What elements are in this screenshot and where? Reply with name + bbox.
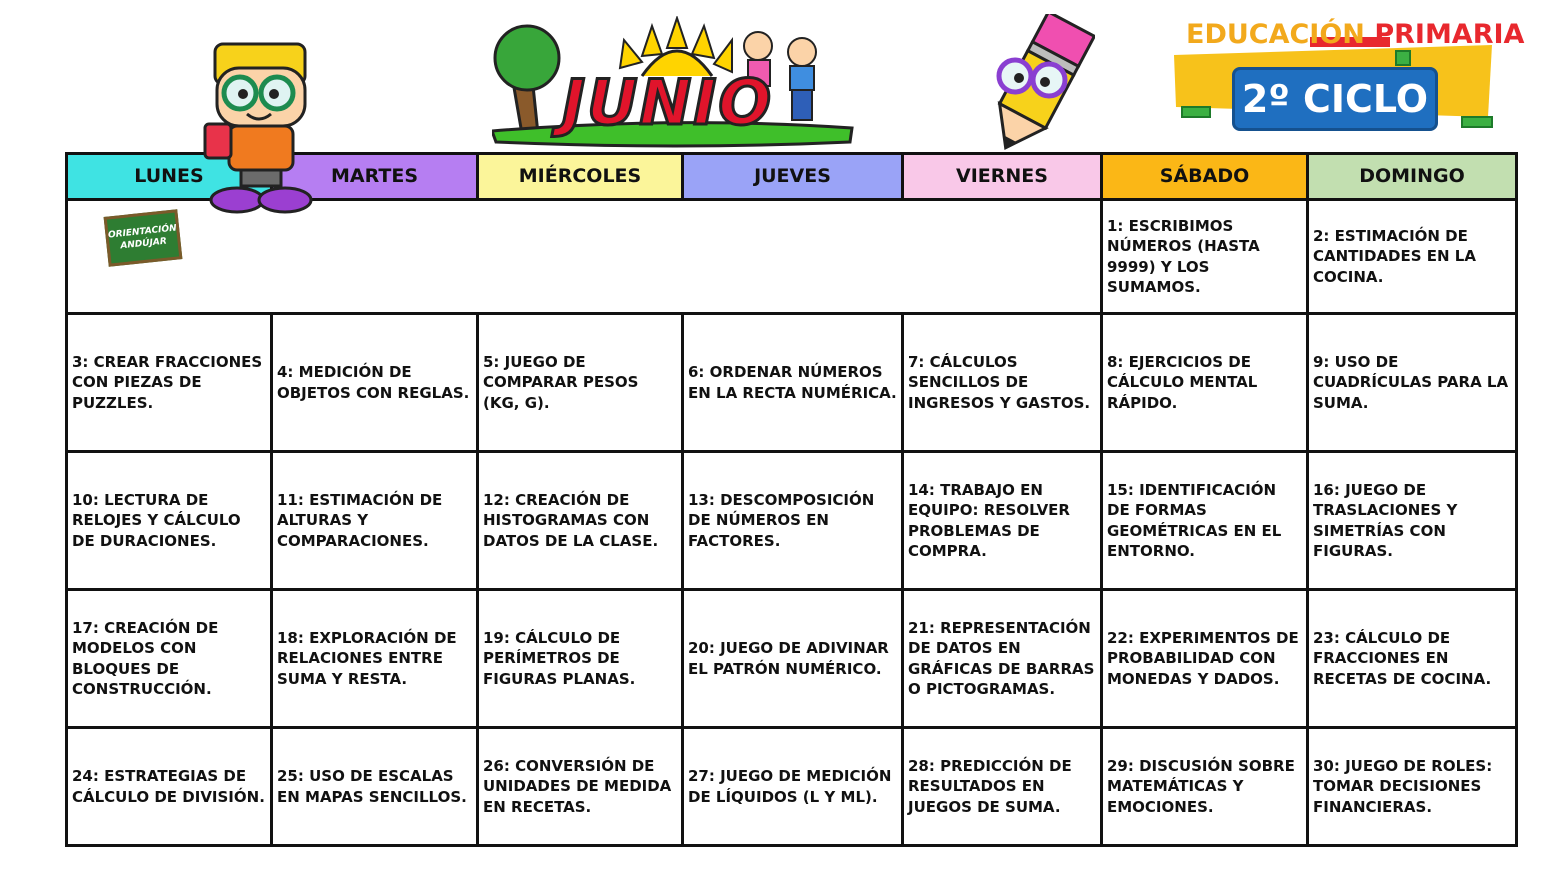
day-cell-1: 1: ESCRIBIMOS NÚMEROS (HASTA 9999) Y LOS SUMAMOS. <box>1103 201 1309 315</box>
day-cell-13: 13: DESCOMPOSICIÓN DE NÚMEROS EN FACTORES. <box>684 453 904 591</box>
day-cell-5: 5: JUEGO DE COMPARAR PESOS (KG, G). <box>479 315 684 453</box>
day-cell-22: 22: EXPERIMENTOS DE PROBABILIDAD CON MONEDAS Y DADOS. <box>1103 591 1309 729</box>
day-cell-21: 21: REPRESENTACIÓN DE DATOS EN GRÁFICAS DE BARRAS O PICTOGRAMAS. <box>904 591 1103 729</box>
day-header-sabado: SÁBADO <box>1103 155 1309 201</box>
day-cell-9: 9: USO DE CUADRÍCULAS PARA LA SUMA. <box>1309 315 1515 453</box>
day-header-jueves: JUEVES <box>684 155 904 201</box>
day-cell-11: 11: ESTIMACIÓN DE ALTURAS Y COMPARACIONES. <box>273 453 479 591</box>
logo-title-primaria: PRIMARIA <box>1374 19 1525 50</box>
logo-title <box>1186 19 1524 50</box>
day-header-domingo: DOMINGO <box>1309 155 1515 201</box>
day-cell-12: 12: CREACIÓN DE HISTOGRAMAS CON DATOS DE LA CLASE. <box>479 453 684 591</box>
day-header-lunes: LUNES <box>68 155 273 201</box>
page-header <box>0 0 1557 152</box>
badge-line-2: ANDÚJAR <box>119 236 168 252</box>
day-cell-10: 10: LECTURA DE RELOJES Y CÁLCULO DE DURACIONES. <box>68 453 273 591</box>
orientacion-andujar-badge <box>104 209 183 266</box>
day-header-miercoles: MIÉRCOLES <box>479 155 684 201</box>
day-cell-24: 24: ESTRATEGIAS DE CÁLCULO DE DIVISIÓN. <box>68 729 273 844</box>
day-header-viernes: VIERNES <box>904 155 1103 201</box>
junio-title-art <box>492 16 862 148</box>
day-header-martes: MARTES <box>273 155 479 201</box>
boy-with-glasses-illustration <box>195 38 335 218</box>
educacion-primaria-logo <box>1170 15 1525 140</box>
day-cell-20: 20: JUEGO DE ADIVINAR EL PATRÓN NUMÉRICO. <box>684 591 904 729</box>
day-cell-25: 25: USO DE ESCALAS EN MAPAS SENCILLOS. <box>273 729 479 844</box>
badge-line-1: ORIENTACIÓN <box>107 223 178 241</box>
day-cell-27: 27: JUEGO DE MEDICIÓN DE LÍQUIDOS (L Y ML). <box>684 729 904 844</box>
day-cell-14: 14: TRABAJO EN EQUIPO: RESOLVER PROBLEMAS DE COMPRA. <box>904 453 1103 591</box>
day-cell-28: 28: PREDICCIÓN DE RESULTADOS EN JUEGOS DE SUMA. <box>904 729 1103 844</box>
day-cell-23: 23: CÁLCULO DE FRACCIONES EN RECETAS DE COCINA. <box>1309 591 1515 729</box>
month-title: JUNIO <box>562 66 774 139</box>
calendar-grid <box>68 155 1515 844</box>
day-cell-17: 17: CREACIÓN DE MODELOS CON BLOQUES DE CONSTRUCCIÓN. <box>68 591 273 729</box>
day-cell-16: 16: JUEGO DE TRASLACIONES Y SIMETRÍAS CON FIGURAS. <box>1309 453 1515 591</box>
day-cell-19: 19: CÁLCULO DE PERÍMETROS DE FIGURAS PLANAS. <box>479 591 684 729</box>
day-cell-15: 15: IDENTIFICACIÓN DE FORMAS GEOMÉTRICAS EN EL ENTORNO. <box>1103 453 1309 591</box>
day-cell-3: 3: CREAR FRACCIONES CON PIEZAS DE PUZZLES. <box>68 315 273 453</box>
ciclo-badge: 2º CICLO <box>1232 67 1438 131</box>
june-calendar <box>65 152 1518 847</box>
day-cell-6: 6: ORDENAR NÚMEROS EN LA RECTA NUMÉRICA. <box>684 315 904 453</box>
day-cell-2: 2: ESTIMACIÓN DE CANTIDADES EN LA COCINA. <box>1309 201 1515 315</box>
day-cell-29: 29: DISCUSIÓN SOBRE MATEMÁTICAS Y EMOCIONES. <box>1103 729 1309 844</box>
day-cell-26: 26: CONVERSIÓN DE UNIDADES DE MEDIDA EN RECETAS. <box>479 729 684 844</box>
day-cell-8: 8: EJERCICIOS DE CÁLCULO MENTAL RÁPIDO. <box>1103 315 1309 453</box>
day-cell-4: 4: MEDICIÓN DE OBJETOS CON REGLAS. <box>273 315 479 453</box>
empty-days-block <box>68 201 1103 315</box>
day-cell-7: 7: CÁLCULOS SENCILLOS DE INGRESOS Y GASTOS. <box>904 315 1103 453</box>
logo-title-educacion: EDUCACIÓN <box>1186 19 1365 50</box>
day-cell-30: 30: JUEGO DE ROLES: TOMAR DECISIONES FINANCIERAS. <box>1313 756 1493 816</box>
day-cell-18: 18: EXPLORACIÓN DE RELACIONES ENTRE SUMA Y RESTA. <box>273 591 479 729</box>
pencil-character-illustration <box>975 14 1095 154</box>
